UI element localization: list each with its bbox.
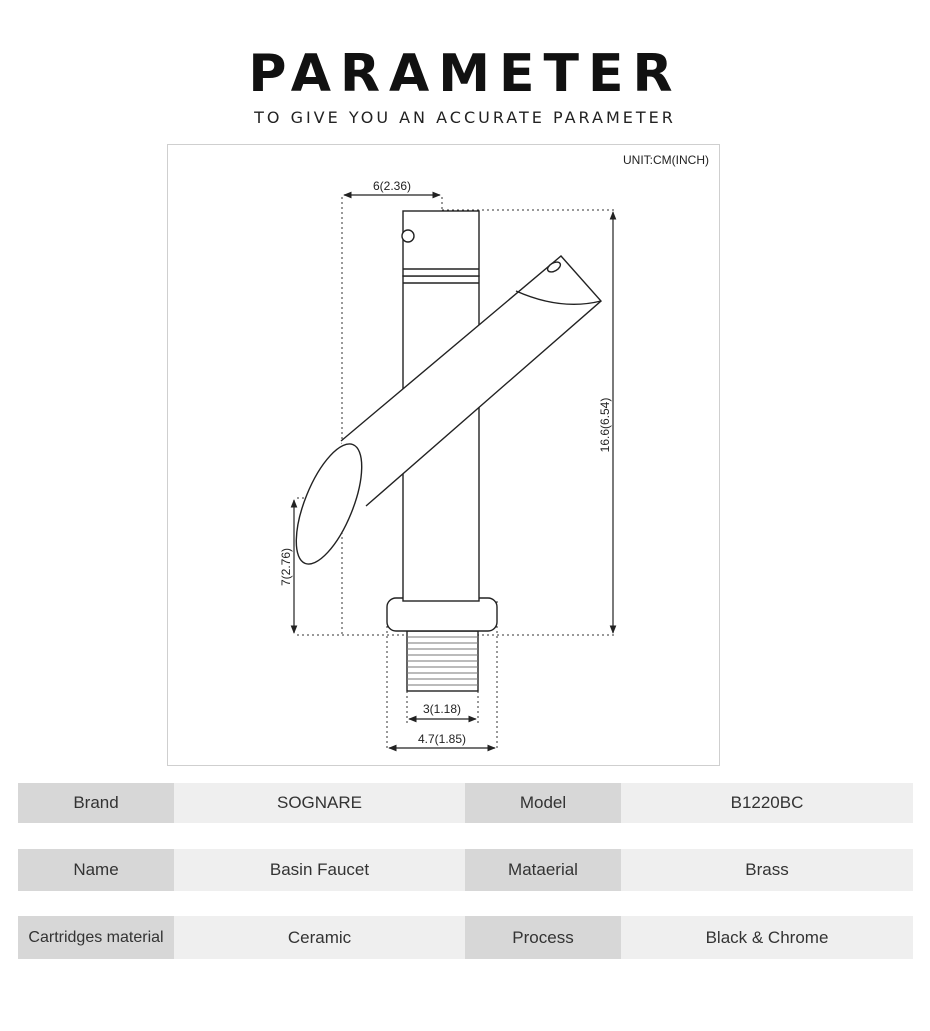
spec-label: Cartridges material bbox=[18, 916, 174, 959]
unit-label: UNIT:CM(INCH) bbox=[623, 153, 709, 167]
page-subtitle: TO GIVE YOU AN ACCURATE PARAMETER bbox=[254, 108, 676, 127]
spec-row bbox=[18, 916, 913, 959]
spec-value: Basin Faucet bbox=[174, 849, 465, 891]
spec-row bbox=[18, 849, 913, 891]
spec-label: Model bbox=[465, 783, 621, 823]
spec-row bbox=[18, 783, 913, 823]
faucet-body bbox=[283, 211, 601, 691]
spec-value: Ceramic bbox=[174, 916, 465, 959]
dim-thread-width: 3(1.18) bbox=[422, 702, 462, 716]
spec-value: SOGNARE bbox=[174, 783, 465, 823]
dimension-diagram bbox=[167, 144, 720, 766]
dim-total-height: 16.6(6.54) bbox=[598, 397, 612, 453]
dim-base-width: 4.7(1.85) bbox=[417, 732, 467, 746]
spec-value: Brass bbox=[621, 849, 913, 891]
spec-label: Brand bbox=[18, 783, 174, 823]
dim-spout-height: 7(2.76) bbox=[279, 547, 293, 587]
spec-label: Mataerial bbox=[465, 849, 621, 891]
spec-value: B1220BC bbox=[621, 783, 913, 823]
spec-value: Black & Chrome bbox=[621, 916, 913, 959]
dim-top-width: 6(2.36) bbox=[372, 179, 412, 193]
page-title: PARAMETER bbox=[248, 44, 682, 104]
spec-label: Process bbox=[465, 916, 621, 959]
spec-label: Name bbox=[18, 849, 174, 891]
